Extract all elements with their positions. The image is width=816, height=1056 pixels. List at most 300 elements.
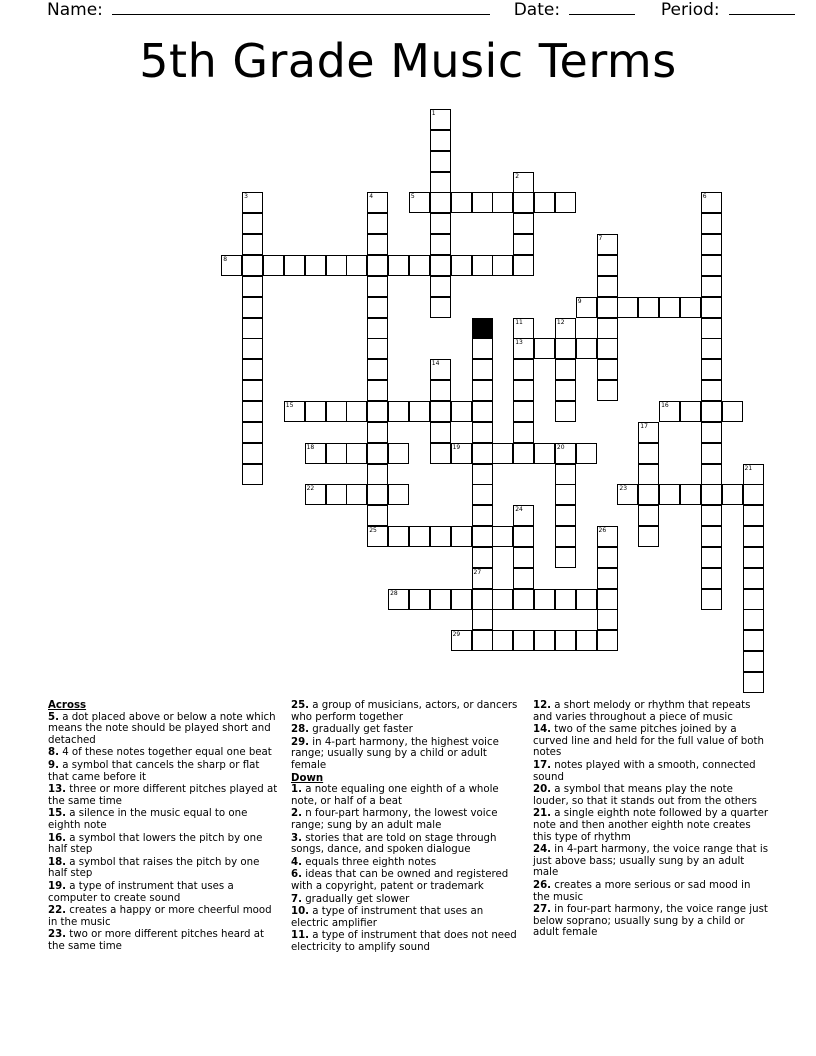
clue-number: 6 (702, 193, 707, 201)
clue-text: gradually get faster (309, 724, 413, 736)
grid-cell[interactable] (430, 297, 451, 318)
grid-cell[interactable] (555, 380, 576, 401)
clue-item (291, 906, 523, 929)
clue-item (533, 904, 769, 939)
grid-cell[interactable] (367, 192, 388, 213)
grid-cell[interactable] (451, 443, 472, 464)
grid-cell[interactable] (743, 589, 764, 610)
grid-cell[interactable] (242, 359, 263, 380)
grid-cell[interactable] (472, 401, 493, 422)
grid-cell[interactable] (513, 234, 534, 255)
grid-cell[interactable] (701, 359, 722, 380)
grid-cell[interactable] (430, 443, 451, 464)
clue-number: 21 (744, 464, 753, 472)
grid-cell[interactable] (451, 401, 472, 422)
clue-text: a symbol that means play the note louder, so that it stands out from the others (533, 784, 757, 807)
grid-cell[interactable] (472, 380, 493, 401)
clue-text: stories that are told on stage through songs, dance, and spoken dialogue (291, 832, 497, 856)
clue-text: in 4-part harmony, the voice range that is just above bass; usually sung by an adult male (533, 844, 769, 879)
grid-cell[interactable] (597, 234, 618, 255)
grid-cell[interactable] (638, 526, 659, 547)
grid-cell[interactable] (242, 401, 263, 422)
grid-cell[interactable] (492, 630, 513, 651)
clue-item (291, 833, 523, 856)
grid-cell[interactable] (555, 401, 576, 422)
clue-number: 15. (48, 808, 67, 820)
grid-cell[interactable] (367, 213, 388, 234)
grid-cell[interactable] (367, 380, 388, 401)
grid-cell[interactable] (326, 255, 347, 276)
grid-cell[interactable] (430, 213, 451, 234)
grid-cell[interactable] (743, 672, 764, 693)
grid-cell[interactable] (367, 338, 388, 359)
grid-cell[interactable] (430, 422, 451, 443)
grid-cell[interactable] (472, 359, 493, 380)
grid-cell[interactable] (326, 443, 347, 464)
grid-cell[interactable] (743, 484, 764, 505)
grid-cell[interactable] (597, 359, 618, 380)
grid-cell[interactable] (242, 422, 263, 443)
grid-cell[interactable] (597, 568, 618, 589)
grid-cell[interactable] (555, 526, 576, 547)
down-heading: Down (291, 772, 324, 784)
clue-text: notes played with a smooth, connected sound (533, 759, 756, 783)
grid-cell[interactable] (743, 651, 764, 672)
clue-number: 4 (369, 193, 374, 201)
clue-text: n four-part harmony, the lowest voice range; sung by an adult male (291, 808, 498, 831)
grid-cell[interactable] (242, 443, 263, 464)
grid-cell[interactable] (367, 276, 388, 297)
clue-number: 5. (48, 711, 59, 723)
grid-cell[interactable] (701, 192, 722, 213)
clue-item (48, 929, 280, 952)
clue-number: 9. (48, 759, 59, 771)
grid-cell[interactable] (513, 338, 534, 359)
grid-cell[interactable] (430, 401, 451, 422)
grid-cell[interactable] (242, 297, 263, 318)
grid-cell[interactable] (555, 359, 576, 380)
grid-cell[interactable] (305, 401, 326, 422)
grid-cell[interactable] (367, 359, 388, 380)
grid-cell[interactable] (472, 568, 493, 589)
grid-cell[interactable] (513, 172, 534, 193)
grid-cell[interactable] (409, 589, 430, 610)
grid-cell[interactable] (492, 526, 513, 547)
clue-number: 2. (291, 808, 302, 820)
grid-cell[interactable] (430, 589, 451, 610)
clue-number: 4. (291, 856, 302, 868)
grid-cell[interactable] (555, 443, 576, 464)
clue-text: a dot placed above or below a note which means the note should be played short and detached (48, 711, 276, 746)
grid-cell[interactable] (430, 109, 451, 130)
grid-cell[interactable] (513, 255, 534, 276)
grid-cell[interactable] (242, 234, 263, 255)
grid-cell[interactable] (680, 401, 701, 422)
grid-cell[interactable] (388, 526, 409, 547)
grid-cell[interactable] (534, 192, 555, 213)
grid-cell[interactable] (638, 297, 659, 318)
grid-cell[interactable] (513, 422, 534, 443)
grid-cell[interactable] (367, 443, 388, 464)
grid-cell[interactable] (472, 484, 493, 505)
grid-cell[interactable] (555, 318, 576, 339)
grid-cell[interactable] (513, 443, 534, 464)
grid-cell[interactable] (576, 338, 597, 359)
clue-text: a type of instrument that does not need electricity to amplify sound (291, 930, 517, 953)
grid-cell[interactable] (597, 589, 618, 610)
grid-cell[interactable] (534, 443, 555, 464)
grid-cell[interactable] (451, 526, 472, 547)
grid-cell[interactable] (472, 422, 493, 443)
grid-cell[interactable] (305, 255, 326, 276)
grid-cell[interactable] (722, 484, 743, 505)
clue-number: 10. (291, 906, 310, 918)
clue-number: 23 (619, 485, 628, 493)
clue-number: 28 (390, 589, 398, 597)
grid-cell[interactable] (472, 255, 493, 276)
grid-cell[interactable] (472, 630, 493, 651)
grid-cell[interactable] (701, 568, 722, 589)
grid-cell[interactable] (597, 318, 618, 339)
grid-cell[interactable] (555, 547, 576, 568)
grid-cell[interactable] (284, 255, 305, 276)
grid-cell[interactable] (701, 505, 722, 526)
page-title: 5th Grade Music Terms (139, 34, 677, 88)
clue-number: 13 (515, 339, 523, 347)
grid-cell[interactable] (576, 443, 597, 464)
grid-cell[interactable] (743, 505, 764, 526)
clue-number: 13. (48, 784, 67, 796)
grid-cell[interactable] (305, 484, 326, 505)
grid-cell[interactable] (576, 589, 597, 610)
clue-text: a silence in the music equal to one eighth note (48, 808, 248, 831)
clue-item (48, 747, 280, 759)
clue-text: creates a happy or more cheerful mood in the music (48, 905, 272, 928)
grid-cell[interactable] (367, 297, 388, 318)
clue-item (291, 808, 523, 831)
grid-cell[interactable] (346, 255, 367, 276)
clue-number: 11 (515, 318, 523, 326)
grid-cell[interactable] (722, 401, 743, 422)
grid-cell[interactable] (659, 297, 680, 318)
grid-cell[interactable] (242, 255, 263, 276)
grid-cell[interactable] (513, 318, 534, 339)
grid-cell[interactable] (367, 401, 388, 422)
grid-cell[interactable] (388, 484, 409, 505)
grid-cell[interactable] (513, 547, 534, 568)
clue-number: 25. (291, 700, 310, 711)
grid-cell[interactable] (659, 401, 680, 422)
grid-cell[interactable] (701, 234, 722, 255)
clue-item (48, 712, 280, 747)
clue-number: 7 (598, 235, 603, 243)
grid-cell[interactable] (555, 338, 576, 359)
grid-cell[interactable] (513, 505, 534, 526)
grid-cell[interactable] (743, 568, 764, 589)
grid-cell[interactable] (597, 609, 618, 630)
clue-number: 29. (291, 736, 310, 748)
grid-cell[interactable] (743, 464, 764, 485)
clue-number: 3 (244, 193, 248, 201)
grid-cell[interactable] (367, 526, 388, 547)
grid-cell[interactable] (367, 505, 388, 526)
clue-item (291, 869, 523, 892)
grid-cell[interactable] (701, 297, 722, 318)
grid-cell[interactable] (492, 443, 513, 464)
clue-item (533, 808, 769, 843)
across-heading: Across (48, 700, 87, 711)
period-label: Period: (660, 0, 720, 20)
grid-cell[interactable] (472, 443, 493, 464)
grid-cell[interactable] (513, 568, 534, 589)
clue-number: 11. (291, 930, 310, 942)
grid-cell[interactable] (242, 192, 263, 213)
grid-cell[interactable] (513, 359, 534, 380)
grid-cell[interactable] (492, 192, 513, 213)
clue-item (533, 784, 769, 807)
grid-cell[interactable] (597, 276, 618, 297)
grid-cell[interactable] (388, 443, 409, 464)
clue-text: gradually get slower (301, 893, 410, 905)
clue-item (533, 700, 769, 723)
grid-cell[interactable] (430, 130, 451, 151)
name-label: Name: (47, 0, 103, 20)
grid-cell[interactable] (242, 338, 263, 359)
clue-number: 25 (369, 527, 377, 534)
grid-cell[interactable] (701, 526, 722, 547)
clue-text: a note equaling one eighth of a whole note, or half of a beat (291, 784, 499, 807)
grid-cell[interactable] (472, 589, 493, 610)
grid-cell[interactable] (743, 630, 764, 651)
grid-cell[interactable] (638, 422, 659, 443)
grid-cell[interactable] (472, 609, 493, 630)
grid-cell[interactable] (597, 380, 618, 401)
grid-cell[interactable] (242, 318, 263, 339)
grid-cell[interactable] (513, 213, 534, 234)
clue-number: 22. (48, 905, 67, 917)
grid-cell[interactable] (326, 401, 347, 422)
grid-cell[interactable] (701, 422, 722, 443)
date-label: Date: (513, 0, 561, 20)
grid-cell[interactable] (680, 297, 701, 318)
grid-cell[interactable] (701, 464, 722, 485)
grid-cell[interactable] (597, 338, 618, 359)
clue-text: equals three eighth notes (301, 856, 437, 868)
grid-cell[interactable] (367, 234, 388, 255)
grid-cell[interactable] (472, 338, 493, 359)
clue-text: a type of instrument that uses an electric amplifier (291, 906, 484, 929)
clue-number: 10 (473, 318, 482, 326)
grid-cell[interactable] (513, 380, 534, 401)
grid-cell[interactable] (597, 630, 618, 651)
clue-text: in four-part harmony, the voice range just below soprano; usually sung by a child or adult female (533, 904, 768, 939)
grid-cell[interactable] (555, 192, 576, 213)
clue-text: in 4-part harmony, the highest voice range; usually sung by a child or adult female (291, 736, 499, 771)
clue-number: 27 (473, 568, 482, 576)
grid-cell[interactable] (659, 484, 680, 505)
clue-number: 19 (452, 443, 461, 451)
grid-cell[interactable] (472, 464, 493, 485)
clue-text: three or more different pitches played at the same time (48, 784, 278, 807)
clue-number: 5 (410, 193, 415, 201)
grid-cell[interactable] (242, 213, 263, 234)
clue-item (291, 894, 523, 906)
grid-cell[interactable] (430, 172, 451, 193)
grid-cell[interactable] (492, 589, 513, 610)
clue-number: 14 (431, 360, 440, 368)
grid-cell[interactable] (409, 255, 430, 276)
grid-cell[interactable] (346, 443, 367, 464)
grid-cell[interactable] (638, 443, 659, 464)
grid-cell[interactable] (242, 380, 263, 401)
grid-cell[interactable] (701, 318, 722, 339)
grid-cell[interactable] (597, 255, 618, 276)
grid-cell[interactable] (555, 630, 576, 651)
grid-cell[interactable] (284, 401, 305, 422)
grid-cell[interactable] (388, 255, 409, 276)
grid-cell[interactable] (451, 192, 472, 213)
grid-cell[interactable] (242, 464, 263, 485)
grid-cell[interactable] (430, 192, 451, 213)
clue-number: 12. (533, 700, 552, 711)
grid-cell[interactable] (617, 484, 638, 505)
grid-cell[interactable] (680, 484, 701, 505)
grid-cell[interactable] (367, 318, 388, 339)
clue-text: 4 of these notes together equal one beat (58, 747, 272, 759)
clue-number: 7. (291, 893, 302, 905)
clue-text: a single eighth note followed by a quarter note and then another eighth note creates this type of rhythm (533, 808, 769, 843)
grid-cell[interactable] (617, 297, 638, 318)
clues-column-1 (48, 700, 280, 953)
clue-number: 3. (291, 832, 302, 844)
clue-number: 16. (48, 832, 67, 844)
grid-cell[interactable] (409, 192, 430, 213)
grid-cell[interactable] (430, 151, 451, 172)
grid-cell[interactable] (743, 547, 764, 568)
grid-cell[interactable] (263, 255, 284, 276)
clue-item (48, 905, 280, 928)
grid-cell[interactable] (513, 630, 534, 651)
grid-cell[interactable] (534, 338, 555, 359)
grid-cell[interactable] (430, 380, 451, 401)
grid-cell[interactable] (430, 526, 451, 547)
grid-cell[interactable] (492, 255, 513, 276)
grid-cell[interactable] (638, 505, 659, 526)
grid-cell[interactable] (388, 589, 409, 610)
grid-cell[interactable] (555, 484, 576, 505)
clue-item (533, 724, 769, 759)
grid-cell[interactable] (346, 484, 367, 505)
clue-item (48, 784, 280, 807)
grid-cell[interactable] (576, 630, 597, 651)
grid-cell[interactable] (430, 276, 451, 297)
clue-number: 27. (533, 904, 552, 916)
grid-cell[interactable] (701, 255, 722, 276)
grid-cell[interactable] (409, 526, 430, 547)
grid-cell[interactable] (451, 630, 472, 651)
grid-cell[interactable] (430, 234, 451, 255)
grid-cell[interactable] (513, 589, 534, 610)
grid-cell[interactable] (701, 401, 722, 422)
clue-item (48, 760, 280, 783)
clue-text: a type of instrument that uses a computer to create sound (48, 880, 234, 904)
clue-item (48, 881, 280, 904)
grid-cell[interactable] (597, 297, 618, 318)
grid-cell[interactable] (534, 589, 555, 610)
clue-number: 2 (515, 172, 520, 180)
clue-number: 1. (291, 784, 302, 796)
grid-cell[interactable] (743, 609, 764, 630)
grid-cell[interactable] (576, 297, 597, 318)
grid-cell[interactable] (701, 213, 722, 234)
grid-cell[interactable] (555, 505, 576, 526)
grid-cell[interactable] (472, 505, 493, 526)
grid-cell[interactable] (221, 255, 242, 276)
grid-cell[interactable] (367, 484, 388, 505)
clue-text: a symbol that cancels the sharp or flat that came before it (48, 759, 260, 783)
grid-cell[interactable] (701, 276, 722, 297)
grid-cell[interactable] (701, 380, 722, 401)
grid-cell[interactable] (451, 589, 472, 610)
clue-item (533, 760, 769, 783)
grid-cell[interactable] (326, 484, 347, 505)
grid-cell[interactable] (451, 255, 472, 276)
grid-cell[interactable] (472, 192, 493, 213)
clue-number: 21. (533, 808, 552, 820)
grid-cell[interactable] (534, 630, 555, 651)
grid-cell-blocked (472, 318, 493, 339)
grid-cell[interactable] (513, 526, 534, 547)
grid-cell[interactable] (430, 359, 451, 380)
grid-cell[interactable] (388, 401, 409, 422)
grid-cell[interactable] (638, 484, 659, 505)
grid-cell[interactable] (346, 401, 367, 422)
grid-cell[interactable] (701, 589, 722, 610)
clue-number: 22 (306, 485, 315, 493)
grid-cell[interactable] (513, 401, 534, 422)
clue-number: 29 (452, 631, 461, 639)
grid-cell[interactable] (242, 276, 263, 297)
grid-cell[interactable] (555, 589, 576, 610)
grid-cell[interactable] (409, 401, 430, 422)
grid-cell[interactable] (701, 484, 722, 505)
grid-cell[interactable] (597, 526, 618, 547)
clue-number: 1 (431, 110, 436, 117)
grid-cell[interactable] (367, 255, 388, 276)
clue-text: creates a more serious or sad mood in the music (533, 879, 751, 903)
clue-text: a short melody or rhythm that repeats and varies throughout a piece of music (533, 700, 751, 723)
grid-cell[interactable] (367, 422, 388, 443)
grid-cell[interactable] (513, 192, 534, 213)
grid-cell[interactable] (701, 547, 722, 568)
grid-cell[interactable] (701, 338, 722, 359)
clue-number: 26. (533, 879, 552, 891)
grid-cell[interactable] (430, 255, 451, 276)
clue-item (291, 784, 523, 807)
grid-cell[interactable] (472, 547, 493, 568)
grid-cell[interactable] (305, 443, 326, 464)
grid-cell[interactable] (701, 443, 722, 464)
grid-cell[interactable] (743, 526, 764, 547)
grid-cell[interactable] (472, 526, 493, 547)
grid-cell[interactable] (367, 464, 388, 485)
clue-text: two or more different pitches heard at the same time (48, 929, 264, 952)
clues-column-3 (533, 700, 769, 940)
grid-cell[interactable] (638, 464, 659, 485)
grid-cell[interactable] (597, 547, 618, 568)
clue-text: a symbol that lowers the pitch by one half step (48, 832, 263, 856)
grid-cell[interactable] (555, 464, 576, 485)
